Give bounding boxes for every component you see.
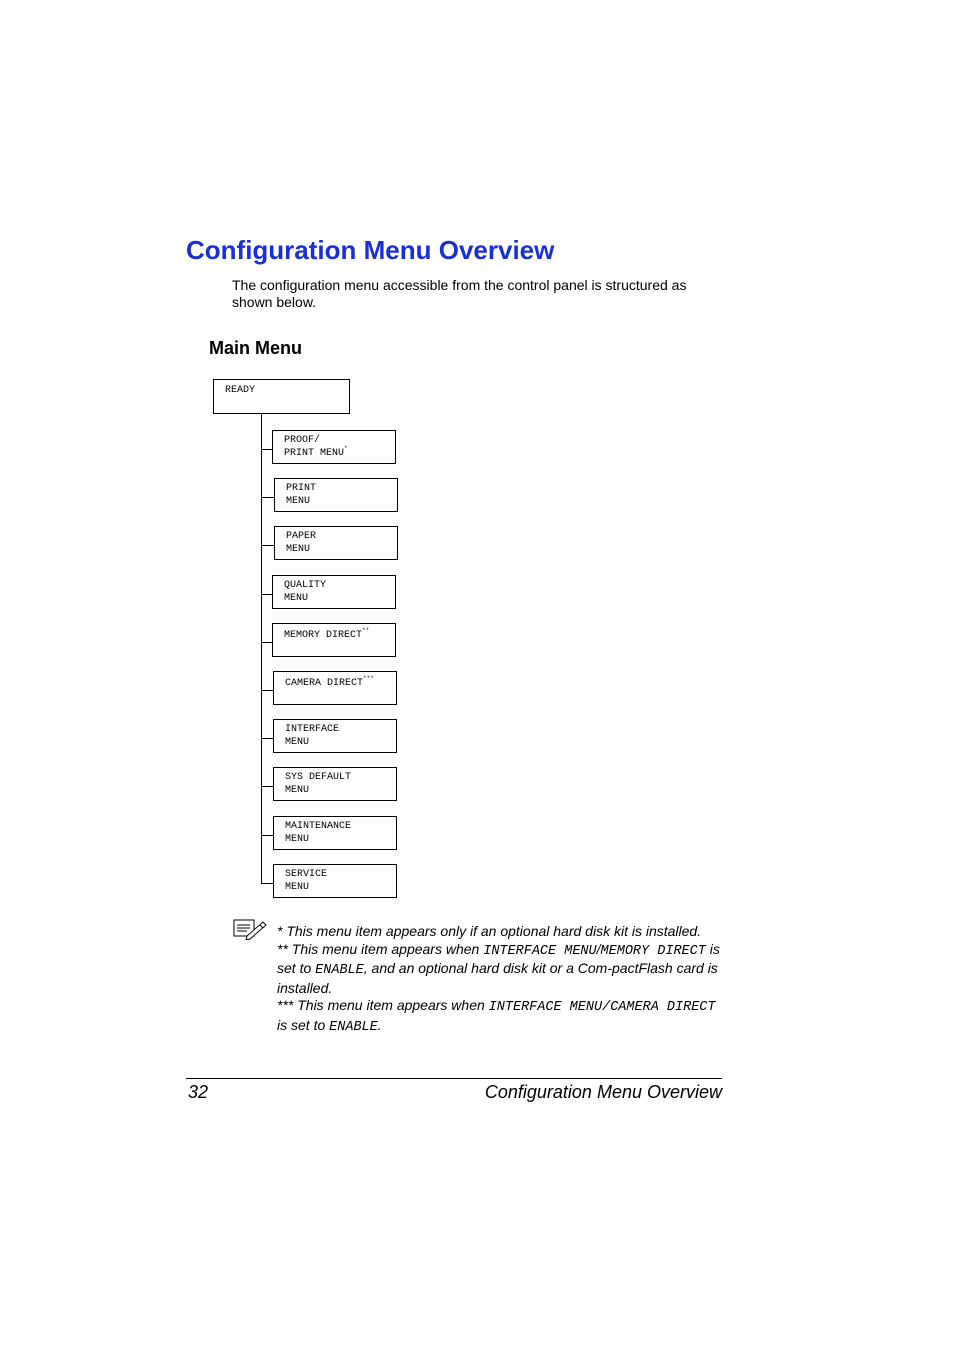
tree-menu-item xyxy=(272,575,396,609)
tree-menu-item-line-2: MENU xyxy=(285,737,310,748)
tree-menu-item xyxy=(273,864,397,898)
footer-title: Configuration Menu Overview xyxy=(484,1082,722,1102)
tree-menu-item-line-1: PRINT xyxy=(286,483,317,494)
footnote-2: ** This menu item appears when INTERFACE MENU/MEMORY DIRECT is set to ENABLE, and an optional hard disk kit or a Com-pactFlash card is installed. xyxy=(277,940,720,996)
tree-menu-item xyxy=(274,526,398,560)
tree-menu-item-line-1: PAPER xyxy=(286,531,317,542)
tree-branch-line xyxy=(261,545,274,546)
intro-line-1: The configuration menu accessible from the control panel is structured as xyxy=(232,277,687,293)
tree-menu-item-line-1: CAMERA DIRECT xyxy=(285,678,364,689)
footnote-marker: *** xyxy=(363,675,374,682)
tree-menu-item-line-1: QUALITY xyxy=(284,580,327,591)
tree-branch-line xyxy=(261,883,273,884)
footer-rule xyxy=(186,1078,722,1079)
note-pencil-icon xyxy=(233,916,267,940)
tree-menu-item-line-2: MENU xyxy=(285,785,310,796)
tree-menu-item-line-2: MENU xyxy=(286,496,311,507)
tree-menu-item xyxy=(273,671,397,705)
tree-branch-line xyxy=(261,449,272,450)
footnote-1: * This menu item appears only if an optional hard disk kit is installed. xyxy=(277,923,702,939)
tree-menu-item-line-2: PRINT MENU xyxy=(284,448,345,459)
intro-line-2: shown below. xyxy=(232,294,317,310)
tree-menu-item-line-1: PROOF/ xyxy=(284,435,321,446)
tree-menu-item-line-2: MENU xyxy=(285,882,310,893)
tree-branch-line xyxy=(261,690,273,691)
tree-menu-item-line-1: INTERFACE xyxy=(285,724,340,735)
footnote-marker: * xyxy=(344,445,348,452)
tree-menu-item-line-2: MENU xyxy=(286,544,311,555)
tree-menu-item-line-1: MEMORY DIRECT xyxy=(284,630,363,641)
footnotes xyxy=(277,923,722,1037)
page-title: Configuration Menu Overview xyxy=(186,235,555,265)
page-number: 32 xyxy=(188,1082,209,1102)
tree-branch-line xyxy=(261,835,273,836)
tree-branch-line xyxy=(261,642,272,643)
section-title: Main Menu xyxy=(209,338,302,358)
tree-root-ready xyxy=(213,379,350,414)
tree-root-label: READY xyxy=(225,385,256,396)
tree-menu-item-line-1: MAINTENANCE xyxy=(285,821,352,832)
tree-menu-item xyxy=(273,767,397,801)
tree-trunk-line xyxy=(261,414,262,883)
tree-menu-item-line-1: SYS DEFAULT xyxy=(285,772,352,783)
tree-branch-line xyxy=(261,497,274,498)
tree-menu-item-line-2: MENU xyxy=(284,593,309,604)
tree-menu-item xyxy=(272,430,396,464)
tree-menu-item-line-1: SERVICE xyxy=(285,869,328,880)
intro-paragraph xyxy=(232,277,712,311)
tree-menu-item xyxy=(274,478,398,512)
footnote-3: *** This menu item appears when INTERFACE MENU/CAMERA DIRECT is set to ENABLE. xyxy=(277,997,716,1035)
tree-menu-item xyxy=(272,623,396,657)
tree-menu-item xyxy=(273,816,397,850)
tree-branch-line xyxy=(261,738,273,739)
tree-branch-line xyxy=(261,786,273,787)
footnote-marker: ** xyxy=(362,627,370,634)
tree-menu-item-line-2: MENU xyxy=(285,834,310,845)
tree-menu-item xyxy=(273,719,397,753)
tree-branch-line xyxy=(261,594,272,595)
